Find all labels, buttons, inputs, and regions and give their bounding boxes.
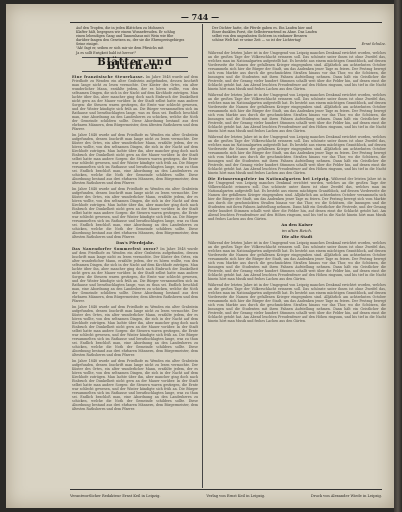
article-body: Im Jahre 1848 wurde auf dem Friedhofe zu Wenden ein alter Grabstein aufgefunden, dessen Inschrift man lange nicht zu lesen vermochte. Der Küster des Ortes, ein alter wunderlicher Mann, erzählte jedem, der es hören wollte, von den seltsamen Dingen, die sich in der Nacht auf dem Kirchhofe zutrügen. Man lachte über ihn, aber mancher ging doch nach Einbruch der Dunkelheit nicht gern an der Mauer vorüber. In der Stadt selbst hatte man andere Sorgen: die Steuern waren gestiegen, die Ernte war schlecht gewesen, und der Winter kündigte sich früh an. Die Bürger versammelten sich im Rathause und berathschlagten lange, was zu thun sei. Endlich beschloß man, eine Abordnung an den Landesherrn zu schicken, welche die Noth der Gemeinde schildern sollte. Diese Abordnung bestand aus drei ehrbaren Männern, dem Bürgermeister, dem ältesten Rathsherrn und dem Pfarrer. bbox=[72, 74, 198, 131]
poem-attribution: Ernst Schulze. bbox=[361, 42, 386, 47]
poem-line: einen lebendigen Gang und Tannenhaus mit Wein wie fibe bbox=[76, 34, 174, 39]
page-number: — 744 — bbox=[180, 12, 220, 22]
article-body: Während der letzten Jahre ist in der Umgegend von Leipzig manches Denkmal errichtet worden, welches an die großen Tage der Völkerschlacht erinnern soll. Das schönste unter ihnen ist ohne Zweifel das, welches man im Nationalgarten aufgestellt hat. Es besteht aus einem mächtigen Granitblock, auf dessen Vorderseite die Namen der gefallenen Krieger eingegraben sind. Alljährlich am achtzehnten October versammeln sich hier die Bürger der Stadt, um das Andenken jener Tage zu feiern. Der Festzug bewegt sich vom Markte aus durch die geschmückten Straßen hinaus vor das Thor, wo die Schützen, die Innungen und die Studenten mit ihren Fahnen Aufstellung nehmen. Dann hält ein Geistlicher die Festrede, und der Gesang vieler hundert Stimmen schallt weit über die Felder hin, auf denen einst die Schlacht getobt hat. Am Abend leuchten Freudenfeuer auf den Höhen ringsum, und bis tief in die Nacht hinein hört man Musik und frohes Lachen aus den Gärten. bbox=[208, 135, 386, 176]
article-body: Im Jahre 1848 wurde auf dem Friedhofe zu Wenden ein alter Grabstein aufgefunden, dessen Inschrift man lange nicht zu lesen vermochte. Der Küster des Ortes, ein alter wunderlicher Mann, erzählte jedem, der es hören wollte, von den seltsamen Dingen, die sich in der Nacht auf dem Kirchhofe zutrügen. Man lachte über ihn, aber mancher ging doch nach Einbruch der Dunkelheit nicht gern an der Mauer vorüber. In der Stadt selbst hatte man andere Sorgen: die Steuern waren gestiegen, die Ernte war schlecht gewesen, und der Winter kündigte sich früh an. Die Bürger versammelten sich im Rathause und berathschlagten lange, was zu thun sei. Endlich beschloß man, eine Abordnung an den Landesherrn zu schicken, welche die Noth der Gemeinde schildern sollte. Diese Abordnung bestand aus drei ehrbaren Männern, dem Bürgermeister, dem ältesten Rathsherrn und dem Pfarrer. bbox=[72, 186, 198, 239]
article-paragraph bbox=[72, 75, 198, 131]
article-title: Eine französische Steuerkasse. bbox=[72, 74, 145, 79]
left-column bbox=[72, 26, 198, 488]
section-title: Blätter und Blüthen. bbox=[97, 56, 173, 72]
article-title: Das Nauendorfer Sommerfest zuvor? bbox=[72, 246, 159, 251]
poem-line: Seine einigst. bbox=[76, 42, 99, 47]
article-body: Im Jahre 1848 wurde auf dem Friedhofe zu Wenden ein alter Grabstein aufgefunden, dessen Inschrift man lange nicht zu lesen vermochte. Der Küster des Ortes, ein alter wunderlicher Mann, erzählte jedem, der es hören wollte, von den seltsamen Dingen, die sich in der Nacht auf dem Kirchhofe zutrügen. Man lachte über ihn, aber mancher ging doch nach Einbruch der Dunkelheit nicht gern an der Mauer vorüber. In der Stadt selbst hatte man andere Sorgen: die Steuern waren gestiegen, die Ernte war schlecht gewesen, und der Winter kündigte sich früh an. Die Bürger versammelten sich im Rathause und berathschlagten lange, was zu thun sei. Endlich beschloß man, eine Abordnung an den Landesherrn zu schicken, welche die Noth der Gemeinde schildern sollte. Diese Abordnung bestand aus drei ehrbaren Männern, dem Bürgermeister, dem ältesten Rathsherrn und dem Pfarrer. bbox=[72, 304, 198, 357]
article-subtitle: im alten Reich. bbox=[281, 228, 313, 234]
article-body: Im Jahre 1848 wurde auf dem Friedhofe zu Wenden ein alter Grabstein aufgefunden, dessen Inschrift man lange nicht zu lesen vermochte. Der Küster des Ortes, ein alter wunderlicher Mann, erzählte jedem, der es hören wollte, von den seltsamen Dingen, die sich in der Nacht auf dem Kirchhofe zutrügen. Man lachte über ihn, aber mancher ging doch nach Einbruch der Dunkelheit nicht gern an der Mauer vorüber. In der Stadt selbst hatte man andere Sorgen: die Steuern waren gestiegen, die Ernte war schlecht gewesen, und der Winter kündigte sich früh an. Die Bürger versammelten sich im Rathause und berathschlagten lange, was zu thun sei. Endlich beschloß man, eine Abordnung an den Landesherrn zu schicken, welche die Noth der Gemeinde schildern sollte. Diese Abordnung bestand aus drei ehrbaren Männern, dem Bürgermeister, dem ältesten Rathsherrn und dem Pfarrer. bbox=[72, 246, 198, 303]
top-rule bbox=[70, 22, 382, 23]
poem-line: Ja es sollt Ewigkeit bald ist hervor!" bbox=[76, 50, 137, 55]
footer-publisher: Verlag von Ernst Keil in Leipzig. bbox=[206, 494, 266, 498]
article-center-title: Die alte Stadt bbox=[281, 234, 313, 240]
right-column bbox=[208, 26, 386, 488]
article-title: Die Erinnerungsfeier im Nationalgarten bei Leipzig. bbox=[208, 177, 330, 182]
poem-line: Klafter hält, begegnen wir einem Wonnefreuden. Er schlug bbox=[76, 30, 175, 35]
article-paragraph bbox=[208, 177, 386, 221]
imprint-footer bbox=[70, 494, 382, 498]
article-body: Während der letzten Jahre ist in der Umgegend von Leipzig manches Denkmal errichtet worden, welches an die großen Tage der Völkerschlacht erinnern soll. Das schönste unter ihnen ist ohne Zweifel das, welches man im Nationalgarten aufgestellt hat. Es besteht aus einem mächtigen Granitblock, auf dessen Vorderseite die Namen der gefallenen Krieger eingegraben sind. Alljährlich am achtzehnten October versammeln sich hier die Bürger der Stadt, um das Andenken jener Tage zu feiern. Der Festzug bewegt sich vom Markte aus durch die geschmückten Straßen hinaus vor das Thor, wo die Schützen, die Innungen und die Studenten mit ihren Fahnen Aufstellung nehmen. Dann hält ein Geistlicher die Festrede, und der Gesang vieler hundert Stimmen schallt weit über die Felder hin, auf denen einst die Schlacht getobt hat. Am Abend leuchten Freudenfeuer auf den Höhen ringsum, und bis tief in die Nacht hinein hört man Musik und frohes Lachen aus den Gärten. bbox=[208, 93, 386, 134]
article-body: Im Jahre 1848 wurde auf dem Friedhofe zu Wenden ein alter Grabstein aufgefunden, dessen Inschrift man lange nicht zu lesen vermochte. Der Küster des Ortes, ein alter wunderlicher Mann, erzählte jedem, der es hören wollte, von den seltsamen Dingen, die sich in der Nacht auf dem Kirchhofe zutrügen. Man lachte über ihn, aber mancher ging doch nach Einbruch der Dunkelheit nicht gern an der Mauer vorüber. In der Stadt selbst hatte man andere Sorgen: die Steuern waren gestiegen, die Ernte war schlecht gewesen, und der Winter kündigte sich früh an. Die Bürger versammelten sich im Rathause und berathschlagten lange, was zu thun sei. Endlich beschloß man, eine Abordnung an den Landesherrn zu schicken, welche die Noth der Gemeinde schildern sollte. Diese Abordnung bestand aus drei ehrbaren Männern, dem Bürgermeister, dem ältesten Rathsherrn und dem Pfarrer. bbox=[72, 358, 198, 411]
bottom-rule bbox=[70, 489, 382, 490]
footer-editor: Verantwortlicher Redakteur Ernst Keil in Leipzig. bbox=[70, 494, 161, 498]
poem-line: darüber fangen den Gesetzen zu, der sie die Ehrenpreisgebirges bbox=[76, 38, 185, 43]
poem-line: Der Dichter hatte, die Pferde gaben es. Ein Laufen hier und bbox=[212, 26, 313, 30]
article-body: Im Jahre 1848 wurde auf dem Friedhofe zu Wenden ein alter Grabstein aufgefunden, dessen Inschrift man lange nicht zu lesen vermochte. Der Küster des Ortes, ein alter wunderlicher Mann, erzählte jedem, der es hören wollte, von den seltsamen Dingen, die sich in der Nacht auf dem Kirchhofe zutrügen. Man lachte über ihn, aber mancher ging doch nach Einbruch der Dunkelheit nicht gern an der Mauer vorüber. In der Stadt selbst hatte man andere Sorgen: die Steuern waren gestiegen, die Ernte war schlecht gewesen, und der Winter kündigte sich früh an. Die Bürger versammelten sich im Rathause und berathschlagten lange, was zu thun sei. Endlich beschloß man, eine Abordnung an den Landesherrn zu schicken, welche die Noth der Gemeinde schildern sollte. Diese Abordnung bestand aus drei ehrbaren Männern, dem Bürgermeister, dem ältesten Rathsherrn und dem Pfarrer. bbox=[72, 132, 198, 185]
article-center-title: An den Kaiser bbox=[281, 222, 313, 228]
article-paragraph bbox=[72, 247, 198, 303]
column-divider bbox=[202, 24, 203, 488]
article-body: Während der letzten Jahre ist in der Umgegend von Leipzig manches Denkmal errichtet worden, welches an die großen Tage der Völkerschlacht erinnern soll. Das schönste unter ihnen ist ohne Zweifel das, welches man im Nationalgarten aufgestellt hat. Es besteht aus einem mächtigen Granitblock, auf dessen Vorderseite die Namen der gefallenen Krieger eingegraben sind. Alljährlich am achtzehnten October versammeln sich hier die Bürger der Stadt, um das Andenken jener Tage zu feiern. Der Festzug bewegt sich vom Markte aus durch die geschmückten Straßen hinaus vor das Thor, wo die Schützen, die Innungen und die Studenten mit ihren Fahnen Aufstellung nehmen. Dann hält ein Geistlicher die Festrede, und der Gesang vieler hundert Stimmen schallt weit über die Felder hin, auf denen einst die Schlacht getobt hat. Am Abend leuchten Freudenfeuer auf den Höhen ringsum, und bis tief in die Nacht hinein hört man Musik und frohes Lachen aus den Gärten. bbox=[208, 241, 386, 282]
poem-line: schöne Welt hat er seine Zeit — so ist der Lichtertag! bbox=[212, 38, 302, 43]
poem-line: Auf den Tropfen, die in jeden Blättchen zu Mohnen's bbox=[76, 26, 165, 30]
article-body: Während der letzten Jahre ist in der Umgegend von Leipzig manches Denkmal errichtet worden, welches an die großen Tage der Völkerschlacht erinnern soll. Das schönste unter ihnen ist ohne Zweifel das, welches man im Nationalgarten aufgestellt hat. Es besteht aus einem mächtigen Granitblock, auf dessen Vorderseite die Namen der gefallenen Krieger eingegraben sind. Alljährlich am achtzehnten October versammeln sich hier die Bürger der Stadt, um das Andenken jener Tage zu feiern. Der Festzug bewegt sich vom Markte aus durch die geschmückten Straßen hinaus vor das Thor, wo die Schützen, die Innungen und die Studenten mit ihren Fahnen Aufstellung nehmen. Dann hält ein Geistlicher die Festrede, und der Gesang vieler hundert Stimmen schallt weit über die Felder hin, auf denen einst die Schlacht getobt hat. Am Abend leuchten Freudenfeuer auf den Höhen ringsum, und bis tief in die Nacht hinein hört man Musik und frohes Lachen aus den Gärten. bbox=[208, 283, 386, 324]
intro-poem bbox=[208, 26, 386, 42]
article-body: Während der letzten Jahre ist in der Umgegend von Leipzig manches Denkmal errichtet worden, welches an die großen Tage der Völkerschlacht erinnern soll. Das schönste unter ihnen ist ohne Zweifel das, welches man im Nationalgarten aufgestellt hat. Es besteht aus einem mächtigen Granitblock, auf dessen Vorderseite die Namen der gefallenen Krieger eingegraben sind. Alljährlich am achtzehnten October versammeln sich hier die Bürger der Stadt, um das Andenken jener Tage zu feiern. Der Festzug bewegt sich vom Markte aus durch die geschmückten Straßen hinaus vor das Thor, wo die Schützen, die Innungen und die Studenten mit ihren Fahnen Aufstellung nehmen. Dann hält ein Geistlicher die Festrede, und der Gesang vieler hundert Stimmen schallt weit über die Felder hin, auf denen einst die Schlacht getobt hat. Am Abend leuchten Freudenfeuer auf den Höhen ringsum, und bis tief in die Nacht hinein hört man Musik und frohes Lachen aus den Gärten. bbox=[208, 51, 386, 92]
newspaper-page bbox=[6, 4, 394, 508]
article-body: Während der letzten Jahre ist in der Umgegend von Leipzig manches Denkmal errichtet worden, welches an die großen Tage der Völkerschlacht erinnern soll. Das schönste unter ihnen ist ohne Zweifel das, welches man im Nationalgarten aufgestellt hat. Es besteht aus einem mächtigen Granitblock, auf dessen Vorderseite die Namen der gefallenen Krieger eingegraben sind. Alljährlich am achtzehnten October versammeln sich hier die Bürger der Stadt, um das Andenken jener Tage zu feiern. Der Festzug bewegt sich vom Markte aus durch die geschmückten Straßen hinaus vor das Thor, wo die Schützen, die Innungen und die Studenten mit ihren Fahnen Aufstellung nehmen. Dann hält ein Geistlicher die Festrede, und der Gesang vieler hundert Stimmen schallt weit über die Felder hin, auf denen einst die Schlacht getobt hat. Am Abend leuchten Freudenfeuer auf den Höhen ringsum, und bis tief in die Nacht hinein hört man Musik und frohes Lachen aus den Gärten. bbox=[208, 177, 386, 222]
footer-printer: Druck von Alexander Wiede in Leipzig. bbox=[310, 494, 382, 498]
poem-line: "Ah! fagt er, seiben er sich mir sie dem Pfirsichs mit bbox=[76, 46, 164, 51]
section-rule bbox=[238, 48, 356, 49]
poem bbox=[72, 26, 198, 55]
poem-line: selbst von den ungeahnten Sichtern in einfamer Bessern bbox=[212, 34, 308, 39]
book-spine bbox=[394, 0, 402, 512]
article-center-title: Das's Pferdejahr. bbox=[116, 239, 154, 245]
poem-line: Einer dunklen Forst, die Selbsterwartend zu Ahne. Das Laufen bbox=[212, 30, 317, 35]
